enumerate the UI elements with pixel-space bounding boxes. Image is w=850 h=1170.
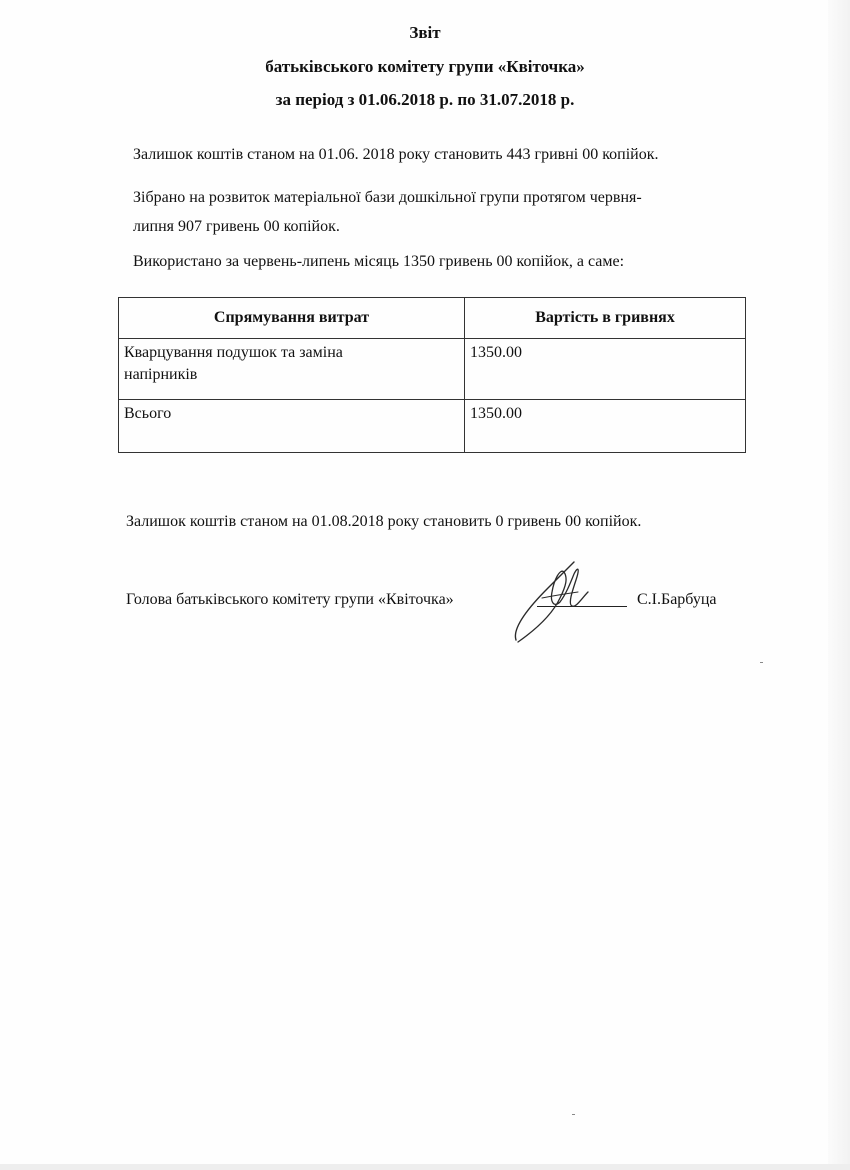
total-amount: 1350.00 xyxy=(465,400,746,453)
expenses-table xyxy=(118,297,746,453)
header-amount: Вартість в гривнях xyxy=(465,298,746,339)
opening-balance-text: Залишок коштів станом на 01.06. 2018 року становить 443 гривні 00 копійок. xyxy=(133,146,659,163)
row-purpose-cell xyxy=(119,339,465,400)
scan-edge-bottom xyxy=(0,1164,850,1170)
report-title: Звіт xyxy=(409,23,441,42)
collected-text-line1: Зібрано на розвиток матеріальної бази дошкільної групи протягом червня- xyxy=(133,189,642,206)
table-total-row xyxy=(119,400,746,453)
scan-speck xyxy=(572,1114,575,1115)
report-period: за період з 01.06.2018 р. по 31.07.2018 р. xyxy=(275,90,575,109)
collected-text-line2: липня 907 гривень 00 копійок. xyxy=(133,218,340,235)
report-subtitle: батьківського комітету групи «Квіточка» xyxy=(265,57,585,76)
row-amount: 1350.00 xyxy=(465,339,746,400)
scan-edge-right xyxy=(828,0,850,1170)
spent-text: Використано за червень-липень місяць 1350 гривень 00 копійок, а саме: xyxy=(133,253,625,270)
table-row xyxy=(119,339,746,400)
total-label: Всього xyxy=(119,400,465,453)
row-purpose-line2: напірників xyxy=(124,366,198,383)
signatory-name: С.І.Барбуца xyxy=(637,591,717,608)
signatory-role: Голова батьківського комітету групи «Квіточка» xyxy=(126,591,454,608)
handwritten-signature-icon xyxy=(508,558,598,648)
table-header-row xyxy=(119,298,746,339)
closing-balance-text: Залишок коштів станом на 01.08.2018 року становить 0 гривень 00 копійок. xyxy=(126,513,642,530)
row-purpose-line1: Кварцування подушок та заміна xyxy=(124,344,343,361)
scan-speck xyxy=(760,662,763,663)
header-purpose: Спрямування витрат xyxy=(119,298,465,339)
